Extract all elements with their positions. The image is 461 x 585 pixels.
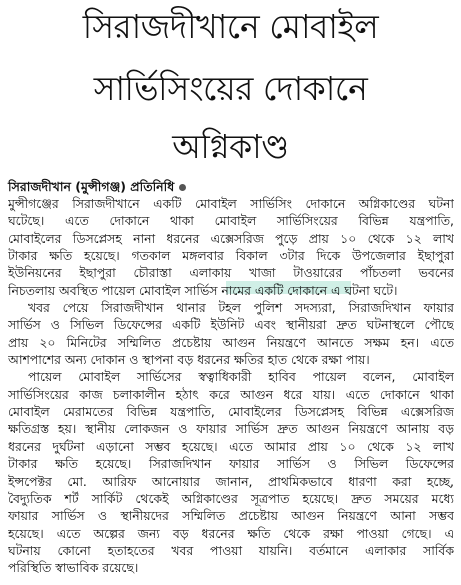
body-line: মোবাইলের ডিসপ্লেসহ নানা ধরনের এক্সেসরিজ পুড়ে প্রায় ১০ থেকে ১২ লাখ [8,230,454,246]
body-line: টাকার ক্ষতি হয়েছে। সিরাজদিখান ফায়ার সার্ভিস ও সিভিল ডিফেন্সের [8,456,454,472]
body-line: নিচতলায় অবস্থিত পায়েল মোবাইল সার্ভিস নামের একটি দোকানে এ ঘটনা ঘটে। [8,282,398,298]
body-line: পরিস্থিতি স্বাভাবিক রয়েছে। [8,560,139,576]
body-line: ঘটনায় কোনো হতাহতের খবর পাওয়া যায়নি। বর্তমানে এলাকার সার্বিক [8,542,454,558]
body-line: খবর পেয়ে সিরাজদীখান থানার টহল পুলিশ সদস্যরা, সিরাজদিখান ফায়ার [28,300,454,316]
body-line: ফায়ার সার্ভিস ও স্থানীয়দের সম্মিলিত প্রচেষ্টায় আগুন নিয়ন্ত্রণে আনা সম্ভব [8,508,454,524]
body-line: সার্ভিস ও সিভিল ডিফেন্সের একটি ইউনিট এবং স্থানীয়রা দ্রুত ঘটনাস্থলে পৌছে [8,317,454,333]
headline-line-2: সার্ভিসিংয়ের দোকানে [93,69,368,108]
body-line: টাকার ক্ষতি হয়েছে। গতকাল মঙ্গলবার বিকাল ৩টার দিকে উপজেলার ইছাপুরা [8,248,454,264]
body-line: ঘটেছে। এতে দোকানে থাকা মোবাইল সার্ভিসিংয়ের বিভিন্ন যন্ত্রপাতি, [8,213,454,229]
paragraph-3 [8,368,454,576]
paragraph-1 [8,195,454,299]
headline-line-1: সিরাজদীখানে মোবাইল [82,7,379,46]
body-line: হয়েছে। এতে অল্পের জন্য বড় ধরনের ক্ষতি থেকে রক্ষা পাওয়া গেছে। এ [8,525,454,541]
article-body [8,195,454,577]
paragraph-2 [8,299,454,368]
body-line: আশপাশের অন্য দোকান ও স্থাপনা বড় ধরনের ক্ষতির হাত থেকে রক্ষা পায়। [8,352,370,368]
body-line: ধরনের দুর্ঘটনা এড়ানো সম্ভব হয়েছে। এতে আমার প্রায় ১০ থেকে ১২ লাখ [8,438,454,454]
body-line: ইউনিয়নের ইছাপুরা চৌরাস্তা এলাকায় খাজা টাওয়ারের পাঁচতলা ভবনের [8,265,454,281]
body-line: ক্ষতিগ্রস্ত হয়। স্থানীয় লোকজন ও ফায়ার সার্ভিস দ্রুত আগুন নিয়ন্ত্রণে আনায় বড় [8,421,454,437]
body-line: পায়েল মোবাইল সার্ভিসের স্বত্বাধিকারী হাবিব পায়েল বলেন, মোবাইল [28,369,454,385]
byline-text: সিরাজদীখান (মুন্সীগঞ্জ) প্রতিনিধি [8,179,175,194]
headline-line-3: অগ্নিকাণ্ড [172,127,289,166]
body-line: মোবাইল মেরামতের বিভিন্ন যন্ত্রপাতি, মোবাইলের ডিসপ্লেসহ বিভিন্ন এক্সেসরিজ [8,404,454,420]
body-line: প্রায় ২০ মিনিটের সম্মিলিত প্রচেষ্টায় আগুন নিয়ন্ত্রণে আনতে সক্ষম হন। এতে [8,334,454,350]
bullet-icon [179,184,186,191]
body-line: মুন্সীগঞ্জের সিরাজদীখানে একটি মোবাইল সার্ভিসিং দোকানে অগ্নিকাণ্ডের ঘটনা [8,196,454,211]
body-line: সার্ভিসিংয়ের কাজ চলাকালীন হঠাৎ করে আগুন ধরে যায়। এতে দোকানে থাকা [8,386,454,402]
body-line: বৈদ্যুতিক শর্ট সার্কিট থেকেই অগ্নিকাণ্ডের সূত্রপাত হয়েছে। দ্রুত সময়ের মধ্যে [8,490,454,506]
body-line: ইন্সপেক্টর মো. আরিফ আনোয়ার জানান, প্রাথমিকভাবে ধারণা করা হচ্ছে, [8,473,454,489]
